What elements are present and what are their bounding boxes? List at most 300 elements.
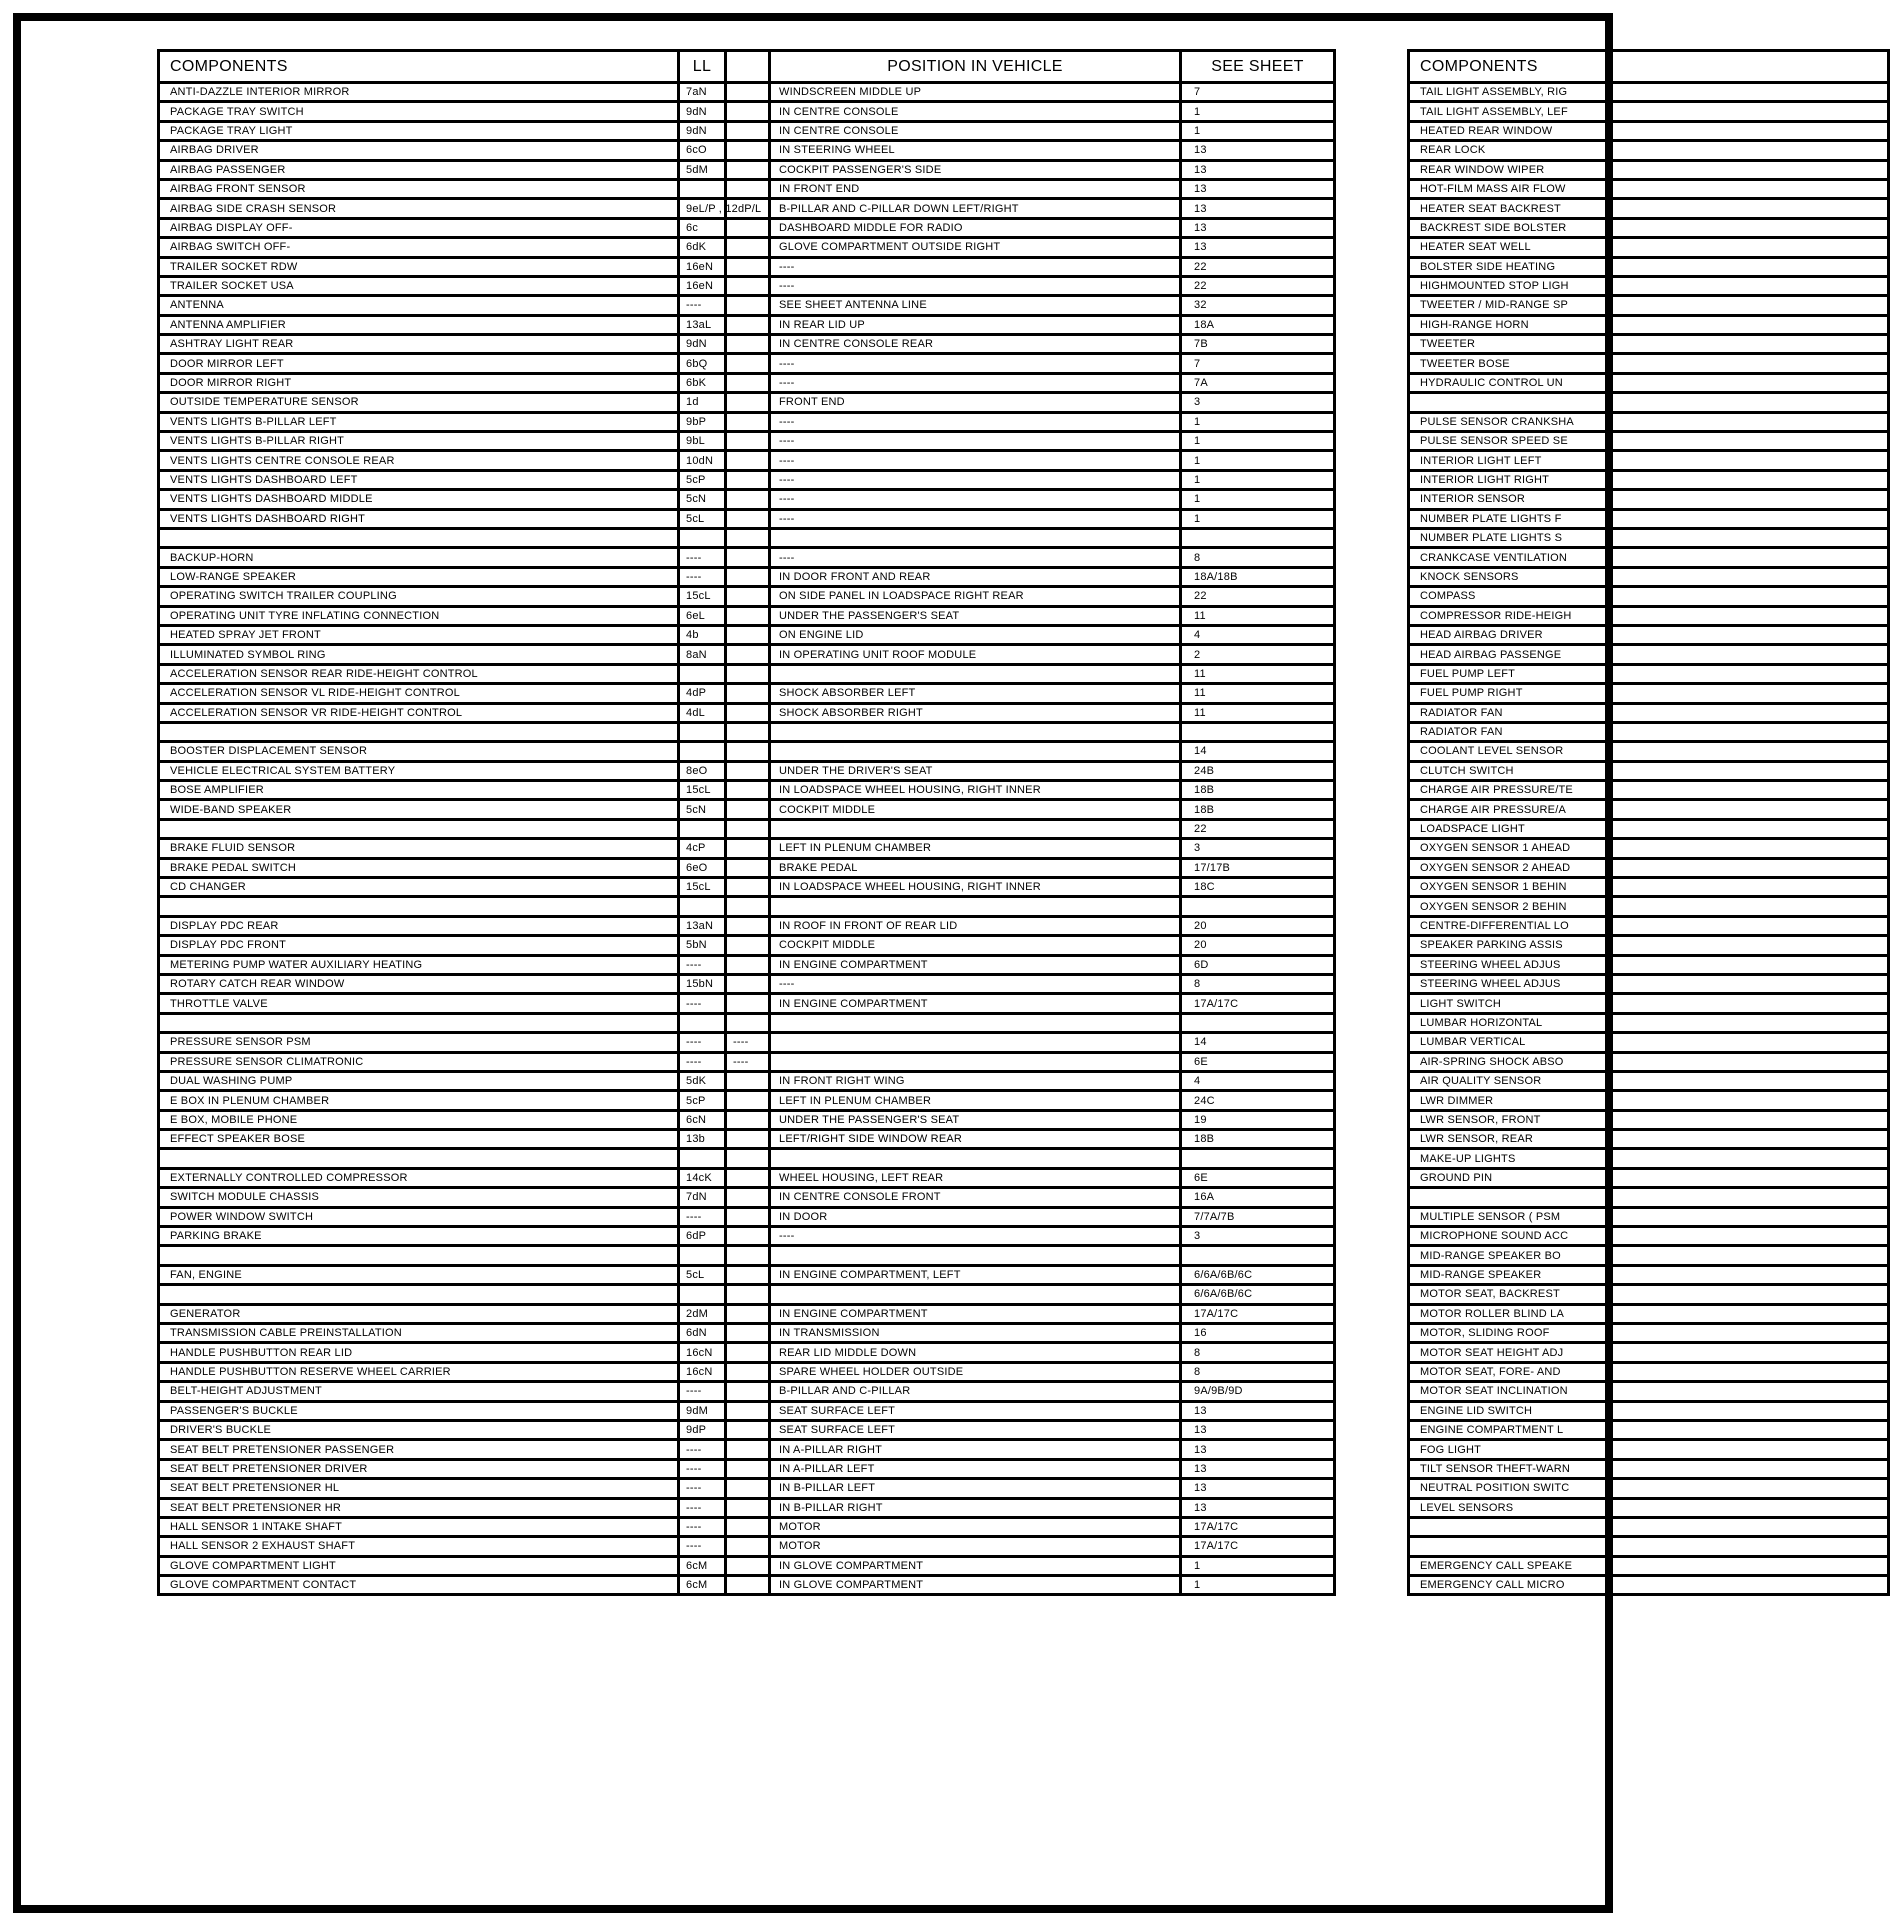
see-sheet-cell: 1 — [1181, 470, 1335, 489]
ll-cell: 6dK — [679, 238, 726, 257]
ll-cell: 6cM — [679, 1556, 726, 1575]
position-cell: LEFT IN PLENUM CHAMBER — [770, 839, 1181, 858]
ll-cell: 7dN — [679, 1188, 726, 1207]
see-sheet-cell: 13 — [1181, 218, 1335, 237]
position-cell — [770, 722, 1181, 741]
component-cell: RADIATOR FAN — [1409, 722, 1889, 741]
see-sheet-cell: 18A/18B — [1181, 567, 1335, 586]
component-cell: TWEETER BOSE — [1409, 354, 1889, 373]
component-cell: HOT-FILM MASS AIR FLOW — [1409, 179, 1889, 198]
table-row — [1409, 296, 1889, 315]
table-row — [1409, 1440, 1889, 1459]
components-table-body — [159, 83, 1335, 1595]
ll-cell: ---- — [679, 296, 726, 315]
position-cell: IN B-PILLAR LEFT — [770, 1479, 1181, 1498]
component-cell: TAIL LIGHT ASSEMBLY, RIG — [1409, 83, 1889, 102]
table-row — [159, 102, 1335, 121]
table-row — [1409, 1052, 1889, 1071]
component-cell — [1409, 1188, 1889, 1207]
see-sheet-cell: 7/7A/7B — [1181, 1207, 1335, 1226]
position-cell: IN TRANSMISSION — [770, 1324, 1181, 1343]
position-cell: WINDSCREEN MIDDLE UP — [770, 83, 1181, 102]
component-cell: ROTARY CATCH REAR WINDOW — [159, 974, 679, 993]
extra-cell — [726, 102, 770, 121]
extra-cell — [726, 878, 770, 897]
ll-cell: 6cM — [679, 1576, 726, 1595]
position-cell — [770, 742, 1181, 761]
component-cell — [159, 528, 679, 547]
see-sheet-cell: 6D — [1181, 955, 1335, 974]
extra-cell — [726, 528, 770, 547]
position-cell: DASHBOARD MIDDLE FOR RADIO — [770, 218, 1181, 237]
see-sheet-cell: 4 — [1181, 625, 1335, 644]
ll-cell: 5bN — [679, 936, 726, 955]
component-cell: CD CHANGER — [159, 878, 679, 897]
component-cell: PRESSURE SENSOR PSM — [159, 1033, 679, 1052]
component-cell: CENTRE-DIFFERENTIAL LO — [1409, 916, 1889, 935]
extra-cell — [726, 839, 770, 858]
table-row — [1409, 1188, 1889, 1207]
ll-cell: 14cK — [679, 1168, 726, 1187]
table-row — [159, 160, 1335, 179]
component-cell: WIDE-BAND SPEAKER — [159, 800, 679, 819]
component-cell: ACCELERATION SENSOR VR RIDE-HEIGHT CONTROL — [159, 703, 679, 722]
extra-cell — [726, 1265, 770, 1284]
extra-cell — [726, 1382, 770, 1401]
see-sheet-cell: 1 — [1181, 1576, 1335, 1595]
extra-cell — [726, 1013, 770, 1032]
see-sheet-cell: 18B — [1181, 1130, 1335, 1149]
components-header: COMPONENTS — [159, 51, 679, 83]
extra-cell — [726, 1479, 770, 1498]
extra-cell — [726, 587, 770, 606]
ll-cell — [679, 742, 726, 761]
ll-cell: 8aN — [679, 645, 726, 664]
table-row — [159, 1440, 1335, 1459]
component-cell: GENERATOR — [159, 1304, 679, 1323]
component-cell: KNOCK SENSORS — [1409, 567, 1889, 586]
position-cell: IN CENTRE CONSOLE REAR — [770, 335, 1181, 354]
position-cell: ON ENGINE LID — [770, 625, 1181, 644]
component-cell: MICROPHONE SOUND ACC — [1409, 1227, 1889, 1246]
component-cell — [159, 722, 679, 741]
table-row — [1409, 1343, 1889, 1362]
table-row — [159, 1556, 1335, 1575]
see-sheet-cell: 1 — [1181, 102, 1335, 121]
position-cell: IN ROOF IN FRONT OF REAR LID — [770, 916, 1181, 935]
table-row — [1409, 936, 1889, 955]
ll-header: LL — [679, 51, 726, 83]
component-cell: BRAKE FLUID SENSOR — [159, 839, 679, 858]
ll-cell: 5dK — [679, 1071, 726, 1090]
position-cell: REAR LID MIDDLE DOWN — [770, 1343, 1181, 1362]
component-cell: TWEETER / MID-RANGE SP — [1409, 296, 1889, 315]
extra-cell — [726, 1517, 770, 1536]
component-cell: CRANKCASE VENTILATION — [1409, 548, 1889, 567]
component-cell: PASSENGER'S BUCKLE — [159, 1401, 679, 1420]
ll-cell: 4cP — [679, 839, 726, 858]
ll-cell: 13aL — [679, 315, 726, 334]
table-row — [1409, 1517, 1889, 1536]
component-cell: INTERIOR LIGHT RIGHT — [1409, 470, 1889, 489]
position-cell: IN FRONT END — [770, 179, 1181, 198]
table-row — [159, 1071, 1335, 1090]
component-cell: DOOR MIRROR LEFT — [159, 354, 679, 373]
component-cell: RADIATOR FAN — [1409, 703, 1889, 722]
component-cell: ANTENNA — [159, 296, 679, 315]
ll-cell: ---- — [679, 994, 726, 1013]
components-header-continued: COMPONENTS — [1409, 51, 1889, 83]
component-cell — [1409, 1537, 1889, 1556]
table-row — [159, 722, 1335, 741]
table-row — [159, 1459, 1335, 1478]
component-cell: FUEL PUMP LEFT — [1409, 664, 1889, 683]
position-cell — [770, 528, 1181, 547]
component-cell: COMPRESSOR RIDE-HEIGH — [1409, 606, 1889, 625]
ll-cell: 5dM — [679, 160, 726, 179]
component-cell: LOADSPACE LIGHT — [1409, 819, 1889, 838]
table-row — [1409, 412, 1889, 431]
component-cell: STEERING WHEEL ADJUS — [1409, 955, 1889, 974]
see-sheet-cell: 1 — [1181, 412, 1335, 431]
position-cell: ---- — [770, 276, 1181, 295]
component-cell: AIRBAG PASSENGER — [159, 160, 679, 179]
component-cell: PACKAGE TRAY LIGHT — [159, 121, 679, 140]
component-cell: LUMBAR VERTICAL — [1409, 1033, 1889, 1052]
component-cell: DRIVER'S BUCKLE — [159, 1420, 679, 1439]
component-cell: E BOX IN PLENUM CHAMBER — [159, 1091, 679, 1110]
table-row — [1409, 1207, 1889, 1226]
ll-cell: 4dP — [679, 684, 726, 703]
table-row — [159, 451, 1335, 470]
component-cell: ANTI-DAZZLE INTERIOR MIRROR — [159, 83, 679, 102]
component-cell: HIGH-RANGE HORN — [1409, 315, 1889, 334]
table-row — [1409, 1130, 1889, 1149]
ll-cell: 9bL — [679, 432, 726, 451]
component-cell: GLOVE COMPARTMENT LIGHT — [159, 1556, 679, 1575]
ll-cell: 2dM — [679, 1304, 726, 1323]
table-row — [159, 703, 1335, 722]
component-cell: COMPASS — [1409, 587, 1889, 606]
component-cell — [159, 1149, 679, 1168]
component-cell: AIRBAG SIDE CRASH SENSOR — [159, 199, 679, 218]
see-sheet-cell: 13 — [1181, 160, 1335, 179]
ll-cell: 6eL — [679, 606, 726, 625]
ll-cell: 5cP — [679, 470, 726, 489]
component-cell: NUMBER PLATE LIGHTS S — [1409, 528, 1889, 547]
see-sheet-cell: 17A/17C — [1181, 1517, 1335, 1536]
ll-cell: 6cN — [679, 1110, 726, 1129]
ll-cell: 16eN — [679, 276, 726, 295]
see-sheet-cell: 13 — [1181, 179, 1335, 198]
component-cell: MOTOR SEAT, BACKREST — [1409, 1285, 1889, 1304]
table-row — [159, 897, 1335, 916]
extra-cell — [726, 664, 770, 683]
table-row — [159, 1149, 1335, 1168]
ll-cell: 6bQ — [679, 354, 726, 373]
table-row — [159, 354, 1335, 373]
see-sheet-cell: 17A/17C — [1181, 1304, 1335, 1323]
table-row — [159, 567, 1335, 586]
table-row — [1409, 722, 1889, 741]
position-cell: B-PILLAR AND C-PILLAR — [770, 1382, 1181, 1401]
component-cell: NUMBER PLATE LIGHTS F — [1409, 509, 1889, 528]
ll-cell: 5cP — [679, 1091, 726, 1110]
table-row — [1409, 451, 1889, 470]
extra-cell — [726, 83, 770, 102]
extra-cell — [726, 1130, 770, 1149]
table-row — [1409, 1246, 1889, 1265]
extra-cell — [726, 257, 770, 276]
table-row — [1409, 1033, 1889, 1052]
extra-cell — [726, 1440, 770, 1459]
component-cell: AIRBAG DRIVER — [159, 141, 679, 160]
position-cell: IN ENGINE COMPARTMENT — [770, 955, 1181, 974]
component-cell — [1409, 1517, 1889, 1536]
table-row — [159, 606, 1335, 625]
table-row — [1409, 994, 1889, 1013]
component-cell: E BOX, MOBILE PHONE — [159, 1110, 679, 1129]
see-sheet-cell: 22 — [1181, 276, 1335, 295]
component-cell: HALL SENSOR 1 INTAKE SHAFT — [159, 1517, 679, 1536]
extra-cell — [726, 1227, 770, 1246]
component-cell: MOTOR, SLIDING ROOF — [1409, 1324, 1889, 1343]
table-row — [159, 238, 1335, 257]
table-row — [1409, 606, 1889, 625]
table-row — [159, 1401, 1335, 1420]
component-cell: CLUTCH SWITCH — [1409, 761, 1889, 780]
extra-cell: ---- — [726, 1033, 770, 1052]
see-sheet-cell — [1181, 1013, 1335, 1032]
position-cell — [770, 1052, 1181, 1071]
table-row — [159, 742, 1335, 761]
ll-cell: ---- — [679, 1459, 726, 1478]
position-cell: IN CENTRE CONSOLE — [770, 102, 1181, 121]
extra-cell — [726, 645, 770, 664]
see-sheet-cell: 13 — [1181, 1479, 1335, 1498]
ll-cell — [679, 1149, 726, 1168]
see-sheet-cell — [1181, 722, 1335, 741]
table-row — [1409, 335, 1889, 354]
position-cell: UNDER THE DRIVER'S SEAT — [770, 761, 1181, 780]
table-row — [1409, 257, 1889, 276]
component-cell: OUTSIDE TEMPERATURE SENSOR — [159, 393, 679, 412]
see-sheet-cell: 3 — [1181, 393, 1335, 412]
position-cell: IN CENTRE CONSOLE FRONT — [770, 1188, 1181, 1207]
table-row — [1409, 878, 1889, 897]
see-sheet-cell: 24C — [1181, 1091, 1335, 1110]
position-cell: B-PILLAR AND C-PILLAR DOWN LEFT/RIGHT — [770, 199, 1181, 218]
table-row — [1409, 1401, 1889, 1420]
position-cell: IN GLOVE COMPARTMENT — [770, 1576, 1181, 1595]
ll-cell: 15cL — [679, 781, 726, 800]
see-sheet-cell: 17A/17C — [1181, 994, 1335, 1013]
position-cell: IN ENGINE COMPARTMENT — [770, 1304, 1181, 1323]
ll-cell: ---- — [679, 1537, 726, 1556]
ll-cell: ---- — [679, 1052, 726, 1071]
table-row — [1409, 218, 1889, 237]
extra-cell — [726, 858, 770, 877]
extra-cell — [726, 781, 770, 800]
ll-cell: 9eL/P , 12dP/L — [679, 199, 726, 218]
extra-cell — [726, 393, 770, 412]
see-sheet-cell: 8 — [1181, 548, 1335, 567]
extra-cell — [726, 1168, 770, 1187]
component-cell: ACCELERATION SENSOR VL RIDE-HEIGHT CONTROL — [159, 684, 679, 703]
extra-cell — [726, 432, 770, 451]
table-row — [1409, 1420, 1889, 1439]
component-cell: OPERATING UNIT TYRE INFLATING CONNECTION — [159, 606, 679, 625]
table-row — [159, 1304, 1335, 1323]
ll-cell: 7aN — [679, 83, 726, 102]
component-cell: BACKREST SIDE BOLSTER — [1409, 218, 1889, 237]
extra-cell — [726, 412, 770, 431]
ll-cell: 9dN — [679, 102, 726, 121]
ll-cell: 16eN — [679, 257, 726, 276]
component-cell: HEAD AIRBAG DRIVER — [1409, 625, 1889, 644]
table-row — [1409, 1362, 1889, 1381]
position-cell — [770, 1246, 1181, 1265]
extra-cell — [726, 296, 770, 315]
table-row — [1409, 858, 1889, 877]
component-cell: MID-RANGE SPEAKER BO — [1409, 1246, 1889, 1265]
table-row — [159, 1343, 1335, 1362]
extra-cell — [726, 994, 770, 1013]
see-sheet-cell: 22 — [1181, 257, 1335, 276]
component-cell: SWITCH MODULE CHASSIS — [159, 1188, 679, 1207]
component-cell: DISPLAY PDC REAR — [159, 916, 679, 935]
ll-cell: 16cN — [679, 1343, 726, 1362]
extra-cell — [726, 451, 770, 470]
component-cell: SEAT BELT PRETENSIONER HL — [159, 1479, 679, 1498]
table-row — [1409, 742, 1889, 761]
component-cell: PULSE SENSOR SPEED SE — [1409, 432, 1889, 451]
position-cell: IN DOOR FRONT AND REAR — [770, 567, 1181, 586]
component-cell: MOTOR SEAT, FORE- AND — [1409, 1362, 1889, 1381]
component-cell: EFFECT SPEAKER BOSE — [159, 1130, 679, 1149]
component-cell: COOLANT LEVEL SENSOR — [1409, 742, 1889, 761]
ll-cell: ---- — [679, 1207, 726, 1226]
table-row — [159, 684, 1335, 703]
ll-cell: 6eO — [679, 858, 726, 877]
table-row — [1409, 1304, 1889, 1323]
extra-cell — [726, 819, 770, 838]
ll-cell: 9dN — [679, 335, 726, 354]
table-row — [159, 548, 1335, 567]
component-cell: HIGHMOUNTED STOP LIGH — [1409, 276, 1889, 295]
extra-cell: ---- — [726, 1052, 770, 1071]
position-cell: ---- — [770, 451, 1181, 470]
component-cell: INTERIOR LIGHT LEFT — [1409, 451, 1889, 470]
table-row — [1409, 199, 1889, 218]
table-row — [159, 625, 1335, 644]
see-sheet-cell: 1 — [1181, 509, 1335, 528]
see-sheet-cell: 14 — [1181, 742, 1335, 761]
table-row — [1409, 664, 1889, 683]
position-cell: IN FRONT RIGHT WING — [770, 1071, 1181, 1090]
table-row — [1409, 645, 1889, 664]
extra-cell — [726, 1362, 770, 1381]
component-cell: HEAD AIRBAG PASSENGE — [1409, 645, 1889, 664]
ll-cell — [679, 819, 726, 838]
component-cell: PULSE SENSOR CRANKSHA — [1409, 412, 1889, 431]
ll-cell: 1d — [679, 393, 726, 412]
table-row — [159, 199, 1335, 218]
table-row — [1409, 102, 1889, 121]
table-row — [159, 83, 1335, 102]
position-cell: IN B-PILLAR RIGHT — [770, 1498, 1181, 1517]
component-cell: AIRBAG FRONT SENSOR — [159, 179, 679, 198]
component-cell: LOW-RANGE SPEAKER — [159, 567, 679, 586]
position-cell: COCKPIT MIDDLE — [770, 800, 1181, 819]
component-cell: HANDLE PUSHBUTTON RESERVE WHEEL CARRIER — [159, 1362, 679, 1381]
table-row — [1409, 1265, 1889, 1284]
see-sheet-cell: 1 — [1181, 451, 1335, 470]
table-row — [1409, 490, 1889, 509]
see-sheet-cell: 6E — [1181, 1168, 1335, 1187]
table-row — [159, 1091, 1335, 1110]
component-cell: DOOR MIRROR RIGHT — [159, 373, 679, 392]
position-cell: ---- — [770, 432, 1181, 451]
component-cell: ENGINE LID SWITCH — [1409, 1401, 1889, 1420]
ll-cell — [679, 722, 726, 741]
table-row — [159, 994, 1335, 1013]
component-cell: LWR SENSOR, FRONT — [1409, 1110, 1889, 1129]
ll-cell: ---- — [679, 1440, 726, 1459]
position-cell: GLOVE COMPARTMENT OUTSIDE RIGHT — [770, 238, 1181, 257]
see-sheet-cell: 13 — [1181, 1440, 1335, 1459]
see-sheet-cell: 20 — [1181, 916, 1335, 935]
position-cell — [770, 819, 1181, 838]
ll-cell: 5cN — [679, 490, 726, 509]
position-cell: ---- — [770, 470, 1181, 489]
table-row — [159, 218, 1335, 237]
component-cell: VENTS LIGHTS B-PILLAR LEFT — [159, 412, 679, 431]
component-cell: LWR SENSOR, REAR — [1409, 1130, 1889, 1149]
table-row — [1409, 974, 1889, 993]
see-sheet-cell — [1181, 1246, 1335, 1265]
table-row — [159, 1130, 1335, 1149]
extra-cell — [726, 1091, 770, 1110]
extra-cell — [726, 1420, 770, 1439]
see-sheet-cell: 1 — [1181, 490, 1335, 509]
ll-cell: ---- — [679, 548, 726, 567]
component-cell: TAIL LIGHT ASSEMBLY, LEF — [1409, 102, 1889, 121]
table-row — [159, 645, 1335, 664]
ll-cell: ---- — [679, 1498, 726, 1517]
component-cell: ASHTRAY LIGHT REAR — [159, 335, 679, 354]
position-cell: ---- — [770, 354, 1181, 373]
see-sheet-cell: 7B — [1181, 335, 1335, 354]
see-sheet-cell: 22 — [1181, 587, 1335, 606]
see-sheet-cell: 11 — [1181, 703, 1335, 722]
position-cell: SHOCK ABSORBER LEFT — [770, 684, 1181, 703]
extra-cell — [726, 509, 770, 528]
table-row — [1409, 897, 1889, 916]
see-sheet-cell: 32 — [1181, 296, 1335, 315]
extra-cell — [726, 955, 770, 974]
extra-cell — [726, 1207, 770, 1226]
position-cell — [770, 664, 1181, 683]
component-cell: HANDLE PUSHBUTTON REAR LID — [159, 1343, 679, 1362]
ll-cell: ---- — [679, 1479, 726, 1498]
table-row — [1409, 1110, 1889, 1129]
position-cell: SEE SHEET ANTENNA LINE — [770, 296, 1181, 315]
ll-cell: 9dP — [679, 1420, 726, 1439]
extra-cell — [726, 276, 770, 295]
see-sheet-cell: 13 — [1181, 1420, 1335, 1439]
extra-cell — [726, 1576, 770, 1595]
